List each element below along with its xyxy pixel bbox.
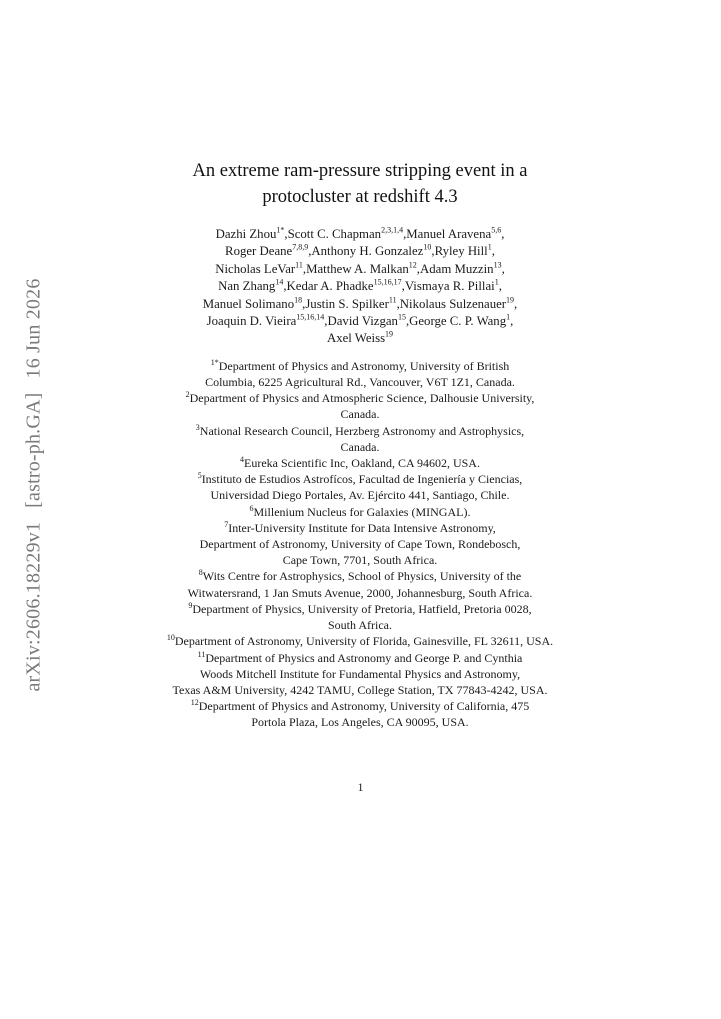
- author-separator: ,: [302, 261, 307, 276]
- author-separator: ,: [302, 296, 306, 311]
- author: [435, 244, 492, 258]
- author: [400, 297, 514, 311]
- arxiv-identifier-text: [23, 278, 46, 691]
- affiliation: [130, 504, 590, 520]
- author-line: [130, 296, 590, 313]
- affiliation: [130, 358, 590, 390]
- affiliation-marker: 5: [197, 471, 202, 481]
- affiliation-text: Eureka Scientific Inc, Oakland, CA 94602, USA.: [244, 456, 480, 471]
- author-affiliation-marker: 15,16,14: [296, 312, 325, 322]
- author-separator: ,: [396, 296, 400, 311]
- affiliation-marker: 12: [190, 698, 199, 708]
- author-line: [130, 243, 590, 260]
- affiliation: [130, 520, 590, 569]
- author-affiliation-marker: 11: [295, 260, 303, 270]
- author-affiliation-marker: 18: [294, 295, 303, 305]
- affiliation-text: Department of Physics and Astronomy and George P. and Cynthia: [205, 650, 523, 665]
- author-name: Roger Deane: [225, 244, 293, 259]
- author: [288, 227, 403, 241]
- author-affiliation-marker: 15: [397, 312, 406, 322]
- affiliation: [130, 390, 590, 422]
- paper-front-matter: [130, 158, 590, 731]
- affiliation: [130, 601, 590, 633]
- affiliation-line: [130, 504, 590, 520]
- affiliation-text: South Africa.: [328, 618, 392, 633]
- affiliation-line: [130, 698, 590, 714]
- affiliation-text: Cape Town, 7701, South Africa.: [282, 553, 438, 568]
- affiliation-line: [130, 358, 590, 374]
- paper-title: [130, 158, 590, 210]
- affiliation-marker: 3: [195, 422, 200, 432]
- author-name: Nikolaus Sulzenauer: [399, 296, 507, 311]
- author-line: [130, 330, 590, 347]
- author-name: George C. P. Wang: [409, 314, 507, 329]
- affiliation-text: Woods Mitchell Institute for Fundamental Physics and Astronomy,: [199, 666, 521, 681]
- author-affiliation-marker: 14: [275, 277, 284, 287]
- affiliation-text: Department of Astronomy, University of Cape Town, Rondebosch,: [199, 537, 521, 552]
- affiliation: [130, 471, 590, 503]
- author-name: Axel Weiss: [326, 331, 386, 346]
- author: [420, 262, 502, 276]
- author-line: [130, 261, 590, 278]
- affiliation-text: Inter-University Institute for Data Intensive Astronomy,: [228, 520, 496, 535]
- affiliation-line: [130, 423, 590, 439]
- author: [311, 244, 431, 258]
- author: [406, 227, 501, 241]
- affiliation-line: [130, 585, 590, 601]
- author-affiliation-marker: 12: [408, 260, 417, 270]
- author-list: [130, 226, 590, 348]
- affiliation-text: Department of Astronomy, University of Florida, Gainesville, FL 32611, USA.: [174, 634, 554, 649]
- affiliation-line: [130, 666, 590, 682]
- affiliation-line: [130, 536, 590, 552]
- affiliation: [130, 698, 590, 730]
- author-affiliation-marker: 15,16,17: [373, 277, 402, 287]
- author-affiliation-marker: 1: [494, 277, 499, 287]
- author: [328, 314, 406, 328]
- affiliation-line: [130, 601, 590, 617]
- affiliation-line: [130, 374, 590, 390]
- affiliation-line: [130, 650, 590, 666]
- affiliation-text: Wits Centre for Astrophysics, School of Physics, University of the: [202, 569, 522, 584]
- affiliation-marker: 1*: [210, 357, 219, 367]
- author-separator: ,: [510, 314, 514, 329]
- affiliation: [130, 455, 590, 471]
- author-name: Adam Muzzin: [420, 261, 494, 276]
- affiliation-line: [130, 552, 590, 568]
- author-separator: ,: [401, 279, 405, 294]
- author-separator: ,: [498, 279, 502, 294]
- author-separator: ,: [284, 227, 288, 241]
- author: [203, 297, 302, 311]
- author-separator: ,: [416, 261, 420, 276]
- author-name: Ryley Hill: [434, 244, 488, 259]
- paper-title-line: An extreme ram-pressure stripping event in a: [192, 161, 528, 181]
- affiliation: [130, 568, 590, 600]
- affiliation-line: [130, 439, 590, 455]
- author-separator: ,: [501, 261, 505, 276]
- author-separator: ,: [283, 279, 287, 294]
- author: [206, 312, 328, 329]
- affiliation-marker: 6: [249, 503, 254, 513]
- author-name: Vismaya R. Pillai: [404, 279, 495, 294]
- author-affiliation-marker: 10: [423, 243, 432, 253]
- affiliation-text: Witwatersrand, 1 Jan Smuts Avenue, 2000, Johannesburg, South Africa.: [187, 585, 533, 600]
- affiliation-text: Texas A&M University, 4242 TAMU, College Station, TX 77843-4242, USA.: [172, 682, 548, 697]
- author-name: Nicholas LeVar: [215, 261, 296, 276]
- author: [306, 262, 417, 276]
- author-affiliation-marker: 2,3,1,4: [381, 225, 404, 235]
- affiliation-list: [130, 358, 590, 731]
- affiliation-line: [130, 682, 590, 698]
- author-separator: ,: [431, 244, 435, 259]
- affiliation-line: [130, 471, 590, 487]
- author-affiliation-marker: 1*: [276, 225, 285, 235]
- affiliation-text: Instituto de Estudios Astrofícos, Facultad de Ingeniería y Ciencias,: [201, 472, 523, 487]
- author: [215, 262, 303, 276]
- affiliation: [130, 633, 590, 649]
- author-name: Justin S. Spilker: [305, 296, 389, 311]
- arxiv-category: [astro-ph.GA]: [22, 392, 45, 508]
- author-name: Dazhi Zhou: [215, 227, 277, 241]
- affiliation-text: Portola Plaza, Los Angeles, CA 90095, USA.: [251, 715, 469, 730]
- affiliation-marker: 9: [188, 600, 193, 610]
- affiliation-text: Millenium Nucleus for Galaxies (MINGAL).: [253, 504, 471, 519]
- affiliation-marker: 8: [198, 568, 203, 578]
- affiliation-text: Canada.: [340, 407, 380, 422]
- affiliation-text: Department of Physics and Astronomy, University of California, 475: [198, 699, 530, 714]
- author-affiliation-marker: 11: [388, 295, 397, 305]
- affiliation-text: Department of Physics and Atmospheric Science, Dalhousie University,: [189, 391, 535, 406]
- author-name: Scott C. Chapman: [287, 227, 382, 241]
- author-separator: ,: [324, 314, 328, 329]
- affiliation-text: Department of Physics, University of Pretoria, Hatfield, Pretoria 0028,: [192, 601, 532, 616]
- author-separator: ,: [405, 314, 410, 329]
- author-line: [130, 226, 590, 243]
- affiliation-line: [130, 714, 590, 730]
- author-line: [130, 278, 590, 295]
- author: [225, 244, 308, 258]
- author: [218, 279, 283, 293]
- author-affiliation-marker: 7,8,9: [292, 243, 309, 253]
- page-number: 1: [357, 780, 364, 794]
- author-affiliation-marker: 13: [493, 260, 502, 270]
- affiliation-marker: 4: [240, 455, 245, 465]
- author-name: David Vizgan: [327, 314, 398, 329]
- author: [327, 331, 393, 345]
- paper-title-line: protocluster at redshift 4.3: [262, 187, 458, 207]
- affiliation-marker: 10: [166, 633, 175, 643]
- author-affiliation-marker: 19: [506, 295, 515, 305]
- author: [215, 225, 288, 241]
- author-separator: ,: [491, 244, 495, 259]
- arxiv-id: arXiv:2606.18229v1: [22, 521, 45, 692]
- author-name: Kedar A. Phadke: [286, 279, 374, 294]
- author-name: Manuel Solimano: [202, 296, 295, 311]
- author: [305, 297, 396, 311]
- author-separator: ,: [308, 244, 312, 259]
- affiliation-text: Universidad Diego Portales, Av. Ejército 441, Santiago, Chile.: [210, 488, 510, 503]
- author-separator: ,: [514, 296, 518, 311]
- author-affiliation-marker: 5,6: [491, 225, 502, 235]
- affiliation-marker: 11: [197, 649, 206, 659]
- affiliation-line: [130, 455, 590, 471]
- author: [405, 279, 499, 293]
- affiliation-text: Department of Physics and Astronomy, University of British: [218, 358, 510, 373]
- arxiv-date: 16 Jun 2026: [22, 278, 45, 379]
- author-affiliation-marker: 1: [506, 312, 511, 322]
- author-name: Matthew A. Malkan: [306, 261, 409, 276]
- author-name: Nan Zhang: [218, 279, 276, 294]
- author-affiliation-marker: 1: [487, 243, 492, 253]
- affiliation-line: [130, 568, 590, 584]
- affiliation-line: [130, 520, 590, 536]
- author-affiliation-marker: 19: [385, 330, 394, 340]
- author-name: Anthony H. Gonzalez: [311, 244, 424, 259]
- arxiv-sidebar-stamp: [14, 270, 54, 700]
- author-line: [130, 313, 590, 330]
- author-name: Joaquin D. Vieira: [206, 314, 297, 329]
- affiliation-line: [130, 487, 590, 503]
- affiliation-text: Canada.: [340, 439, 380, 454]
- affiliation-text: National Research Council, Herzberg Astronomy and Astrophysics,: [199, 423, 525, 438]
- affiliation: [130, 423, 590, 455]
- affiliation-marker: 7: [224, 519, 229, 529]
- author: [287, 279, 402, 293]
- affiliation-line: [130, 390, 590, 406]
- author-name: Manuel Aravena: [406, 227, 492, 241]
- affiliation-line: [130, 617, 590, 633]
- author-separator: ,: [403, 227, 407, 241]
- author-separator: ,: [501, 227, 505, 241]
- affiliation-line: [130, 406, 590, 422]
- affiliation: [130, 650, 590, 699]
- affiliation-line: [130, 633, 590, 649]
- author: [409, 314, 510, 328]
- affiliation-marker: 2: [185, 390, 190, 400]
- affiliation-text: Columbia, 6225 Agricultural Rd., Vancouver, V6T 1Z1, Canada.: [205, 375, 515, 390]
